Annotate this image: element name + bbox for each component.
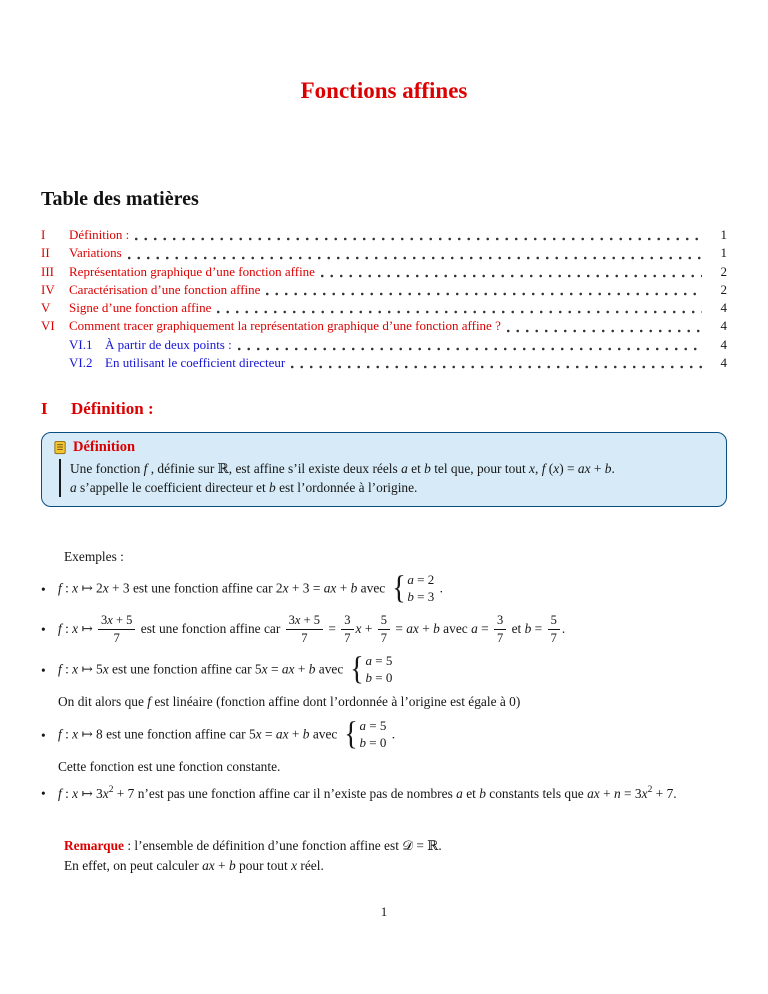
fraction-denominator [548,630,560,645]
toc-entry-label: En utilisant le coefficient directeur [105,355,286,371]
math-variable: x [553,461,560,477]
section-number: I [41,399,48,419]
math-variable: b [604,461,612,477]
math-variable: f [143,461,148,477]
math-variable: b [407,588,414,604]
toc-entry-label: Définition : [69,227,130,242]
text-run: constants tels que [485,786,588,802]
math-variable: a [70,480,77,496]
toc-entry-definition[interactable] [41,226,727,244]
definition-body [59,459,712,497]
toc-entry-number: II [41,245,50,261]
math-variable: a [401,461,408,477]
toc-entry-label: Variations [69,245,122,261]
text-run: + 3 = [288,580,324,596]
text-run: : [61,621,73,637]
toc-entry-caracterisation[interactable] [41,281,727,299]
math-variable: n [613,786,621,802]
brace-line [366,653,393,670]
text-run: = 0 [366,734,387,750]
fraction-denominator [378,630,390,645]
math-variable: x [355,621,362,637]
text-run: : [61,726,73,742]
text-run: est linéaire (fonction affine dont l’ordonnée à l’origine est égale à 0) [151,694,521,710]
list-item [41,614,727,646]
toc-dotted-leader [266,292,702,296]
math-variable: x [72,580,79,596]
brace-lines [366,653,393,686]
text-run: 7 [550,630,557,645]
text-run: 5 [380,613,387,628]
brace-line [360,735,387,752]
examples-list [41,570,727,804]
fraction [341,613,353,645]
math-variable: x [107,613,113,628]
fraction-numerator [286,613,323,629]
toc-entry-page: 1 [720,245,727,261]
text-run: ↦ 5 [78,661,103,677]
bullet-text [58,614,727,646]
text-run: est l’ordonnée à l’origine. [275,480,418,496]
definition-label: Définition [73,439,136,456]
list-item [41,784,727,804]
text-run: = [477,621,493,637]
math-variable: f [147,694,151,710]
toc-entry-page: 4 [720,336,727,352]
note-text [58,757,727,776]
math-variable: a [407,572,414,588]
section-heading [41,399,727,419]
text-run: 3 [497,613,504,628]
brace-line [407,572,434,589]
math-variable: x [102,661,109,677]
brace-system [343,718,387,751]
fraction [378,613,390,645]
toc-entry-page: 4 [720,355,727,371]
list-item [41,651,727,688]
math-variable: f [58,661,62,677]
text-run: : [61,661,73,677]
math-variable: a [365,653,373,669]
text-run: + [288,726,303,742]
math-variable: b [424,461,431,477]
text-run: : [61,580,73,596]
fraction-numerator [341,613,353,629]
text-run: + 3 est une fonction affine car 2 [108,580,283,596]
math-variable: ax [587,786,600,802]
toc-entry-page: 4 [720,300,727,316]
math-variable: ax [406,621,419,637]
bullet-icon: • [41,581,46,597]
math-variable: b [479,786,486,802]
math-variable: f [58,621,62,637]
list-item [41,716,727,753]
text-run: + [361,621,376,637]
toc-entry-number: III [41,263,54,279]
bullet-icon: • [41,727,46,743]
text-run: . [388,726,396,742]
text-run: = 0 [372,669,393,685]
definition-box [41,432,727,507]
note-text [58,692,727,711]
text-run: 3 [288,613,295,628]
toc-entry-page: 2 [720,281,727,297]
fraction-denominator [494,630,506,645]
toc-entry-number: VI [41,318,55,334]
document-title: Fonctions affines [300,78,468,103]
text-run: pour tout [235,857,292,873]
toc-dotted-leader [238,347,702,351]
bullet-text [58,651,727,688]
text-run: + [294,661,309,677]
math-variable: x [72,621,79,637]
math-variable: x [102,580,109,596]
text-run: ↦ 2 [78,580,103,596]
text-run: 3 [344,613,351,628]
math-variable: f [58,580,62,596]
text-run: : l’ensemble de définition d’une fonction affine est 𝒟 = ℝ. [124,838,442,854]
text-run: Une fonction [70,461,144,477]
brace-line [407,589,434,606]
math-variable: ax [281,661,295,677]
text-run: avec [357,580,389,596]
examples-label: Exemples : [64,549,124,565]
text-run: avec [309,726,341,742]
text-run: réel. [297,857,324,873]
text-run: ↦ 8 est une fonction affine car 5 [78,726,256,742]
toc-entry-representation[interactable] [41,263,727,281]
math-variable: b [524,621,532,637]
text-run: = [325,621,340,637]
remark-line2 [64,858,324,873]
text-run: + 5 [300,613,321,628]
text-run: 7 [301,630,308,645]
text-run: tel que, pour tout [430,461,530,477]
math-variable: x [72,786,79,802]
toc-entry-number: VI.2 [69,355,93,371]
text-run: + [336,580,351,596]
math-variable: ax [577,461,591,477]
toc-entry-tracer[interactable] [41,317,727,335]
bullet-icon: • [41,786,46,802]
text-run: : [61,786,73,802]
text-run: = 5 [366,718,387,734]
math-variable: x [102,786,109,802]
text-run: = [267,661,282,677]
brace-line [360,718,387,735]
text-run: avec [315,661,347,677]
text-run: + [590,461,605,477]
math-variable: b [359,734,367,750]
math-variable: x [641,786,648,802]
math-variable: a [359,718,367,734]
brace-lines [407,572,434,605]
bullet-text [58,784,727,804]
toc-dotted-leader [291,365,702,369]
text-run: 3 [101,613,108,628]
fraction [286,613,323,645]
text-run: + [418,621,434,637]
math-variable: x [529,461,535,477]
math-variable: b [308,661,316,677]
text-run: est une fonction affine car 5 [108,661,262,677]
text-run: = [531,621,546,637]
text-run: est une fonction affine car [137,621,284,637]
brace-system [391,572,435,605]
toc-dotted-leader [507,329,702,333]
remark-text [124,838,442,853]
math-variable: ax [275,726,289,742]
text-run: , définie sur ℝ, est affine s’il existe deux réels [147,461,402,477]
definition-header [53,439,712,456]
brace-line [366,670,393,687]
bullet-icon: • [41,622,46,638]
text-run: , [534,461,542,477]
toc-entry-deux-points[interactable] [41,336,727,354]
text-run: 7 [344,630,351,645]
toc-dotted-leader [217,310,702,314]
math-variable: x [291,857,298,873]
text-run: 7 [497,630,504,645]
math-variable: b [228,857,236,873]
math-variable: x [282,580,289,596]
toc-dotted-leader [135,237,702,241]
math-variable: x [72,726,79,742]
toc-entry-label: À partir de deux points : [105,336,232,352]
math-variable: b [350,580,358,596]
toc-entry-number: I [41,227,46,242]
left-brace-icon: { [391,570,406,607]
math-variable: x [72,661,79,677]
fraction-numerator [494,613,506,629]
text-run: + [599,786,614,802]
math-variable: x [255,726,262,742]
toc-entry-label: Caractérisation d’une fonction affine [69,281,261,297]
fraction [548,613,560,645]
left-brace-icon: { [343,716,358,753]
left-brace-icon: { [349,651,364,688]
toc-entry-signe[interactable] [41,299,727,317]
text-run: = 2 [413,572,435,588]
toc-entry-coefficient[interactable] [41,354,727,372]
fraction-denominator [341,630,353,645]
table-of-contents [41,226,727,372]
toc-entry-number: V [41,300,51,316]
toc-entry-page: 4 [720,318,727,334]
page-number: 1 [380,904,388,919]
fraction [494,613,506,645]
math-variable: b [269,480,276,496]
math-variable: x [294,613,301,628]
remark-label: Remarque [64,838,125,854]
superscript: 2 [647,785,653,796]
text-run: 7 [113,630,120,645]
bullet-text [58,716,727,753]
math-variable: f [58,786,62,802]
math-variable: f [541,461,546,477]
text-run: ) = [559,461,578,477]
text-run: s’appelle le coefficient directeur et [76,480,270,496]
text-run: + 5 [112,613,133,628]
toc-entry-page: 2 [720,263,727,279]
text-run: 5 [550,613,557,628]
math-variable: a [471,621,478,637]
bullet-text [58,570,727,607]
bullet-icon: • [41,662,46,678]
toc-entry-label: Représentation graphique d’une fonction affine [69,263,315,279]
math-variable: b [433,621,440,637]
toc-entry-number: IV [41,281,55,297]
fraction-numerator [378,613,390,629]
text-run: 7 [380,630,387,645]
text-run: = 3 [413,588,435,604]
text-run: On dit alors que [58,694,148,710]
toc-heading: Table des matières [41,188,199,210]
math-variable: ax [202,857,215,873]
fraction-denominator [98,630,135,645]
text-run: . [611,461,615,477]
text-run: et [462,786,480,802]
toc-entry-page: 1 [720,227,727,242]
text-run: ↦ 3 [78,786,103,802]
text-run: Cette fonction est une fonction constante. [58,759,281,775]
text-run: ( [545,461,554,477]
toc-dotted-leader [128,256,702,260]
math-variable: a [456,786,463,802]
fraction-denominator [286,630,323,645]
toc-entry-label: Comment tracer graphiquement la représentation graphique d’une fonction affine ? [69,318,501,334]
math-variable: f [58,726,62,742]
superscript: 2 [108,785,114,796]
math-variable: b [365,669,373,685]
text-run: = [391,621,407,637]
text-run: avec [439,621,472,637]
definition-line-2 [70,478,712,497]
definition-line-1 [70,459,712,478]
list-item [41,570,727,607]
section-title: Définition : [71,399,154,419]
toc-entry-number: VI.1 [69,336,93,352]
fraction-numerator [548,613,560,629]
text-run: ↦ [78,621,97,637]
text-run: = 5 [372,653,393,669]
text-run: En effet, on peut calculer [64,857,203,873]
text-run: et [508,621,525,637]
toc-entry-variations[interactable] [41,244,727,262]
text-run: + [214,857,229,873]
toc-entry-label: Signe d’une fonction affine [69,300,212,316]
math-variable: b [302,726,310,742]
toc-dotted-leader [321,274,702,278]
text-run: + 7 n’est pas une fonction affine car il n’existe pas de nombres [113,786,457,802]
text-run: = [261,726,276,742]
notebook-icon [53,440,68,455]
text-run: = 3 [620,786,642,802]
text-run: et [407,461,425,477]
text-run: . [561,621,566,637]
fraction [98,613,135,645]
math-variable: x [261,661,268,677]
brace-system [349,653,393,686]
text-run: . [436,580,443,596]
fraction-numerator [98,613,135,629]
text-run: + 7. [652,786,677,802]
brace-lines [360,718,387,751]
math-variable: ax [323,580,337,596]
remark-block [64,836,727,875]
